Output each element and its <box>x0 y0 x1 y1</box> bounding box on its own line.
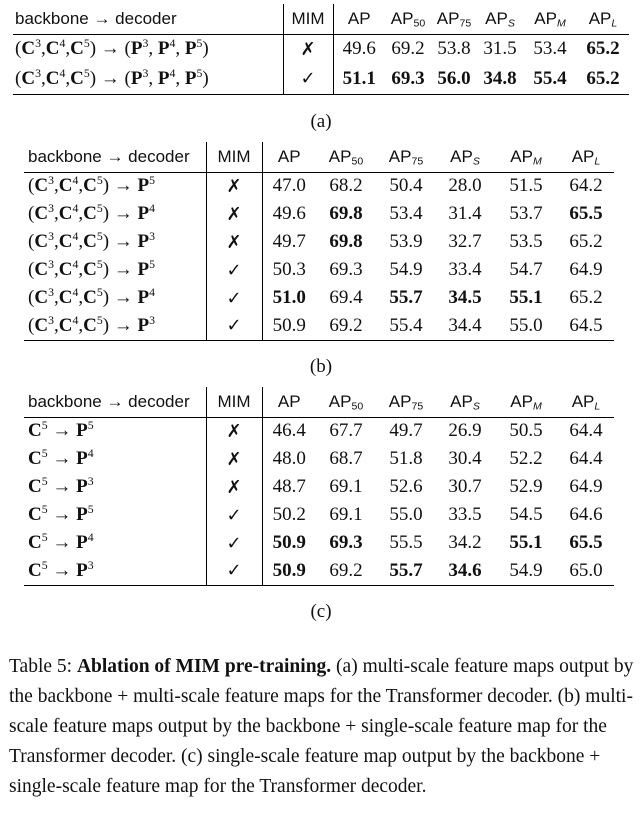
header-ap75: $AP_{75}$ <box>376 387 436 417</box>
config-cell: $C^5 \to P^4$ <box>28 446 94 469</box>
metric-aps: 34.6 <box>436 557 494 585</box>
metric-apm: 55.4 <box>523 64 577 94</box>
cross-icon: ✗ <box>283 34 333 64</box>
table-a-header <box>13 4 629 34</box>
header-mim: MIM <box>283 4 333 34</box>
metric-apl: 64.5 <box>558 312 614 340</box>
metric-apl: 64.4 <box>569 448 603 469</box>
metric-apl: 65.5 <box>569 203 603 224</box>
metric-apm: 53.7 <box>509 203 543 224</box>
metric-apl: 64.9 <box>569 259 603 280</box>
table-a-label: (a) <box>310 111 332 132</box>
table-c-body <box>24 417 614 585</box>
metric-ap50: 68.2 <box>329 175 363 197</box>
header-ap50: $AP_{50}$ <box>316 142 376 172</box>
metric-apm: 53.5 <box>509 231 543 252</box>
metric-ap75: 55.0 <box>389 504 423 525</box>
cross-icon: ✗ <box>206 473 262 501</box>
metric-ap: 46.4 <box>272 420 306 442</box>
metric-apm: 52.2 <box>509 448 543 469</box>
table-row <box>24 256 614 284</box>
metric-ap: 49.7 <box>272 231 306 252</box>
metric-aps: 34.2 <box>448 532 482 553</box>
header-ap50: $AP_{50}$ <box>316 387 376 417</box>
metric-apm: 54.7 <box>509 259 543 280</box>
metric-apl: 64.9 <box>569 476 603 497</box>
table-row <box>24 557 614 585</box>
table-caption <box>9 652 634 802</box>
metric-apl: 64.6 <box>569 504 603 525</box>
header-ap: AP <box>262 142 316 172</box>
table-a-body <box>13 34 629 94</box>
metric-apm: 55.1 <box>509 287 543 308</box>
header-ap75: $AP_{75}$ <box>376 142 436 172</box>
metric-aps: 31.4 <box>448 203 482 224</box>
config-cell: $(C^3,C^4,C^5) \to P^4$ <box>28 285 156 308</box>
metric-aps: 26.9 <box>448 420 482 442</box>
header-ap75: $AP_{75}$ <box>431 4 477 34</box>
metric-ap75: 53.8 <box>437 38 471 60</box>
config-cell: $C^5 \to P^5$ <box>28 502 94 525</box>
check-icon: ✓ <box>283 64 333 94</box>
metric-ap50: 69.2 <box>316 557 376 585</box>
header-apl: $AP_L$ <box>577 4 629 34</box>
table-b-header <box>24 142 614 172</box>
metric-ap75: 55.7 <box>376 557 436 585</box>
metric-apl: 65.2 <box>569 287 603 308</box>
metric-ap50: 69.1 <box>329 476 363 497</box>
table-row <box>24 312 614 340</box>
metric-apm: 54.5 <box>509 504 543 525</box>
metric-ap75: 49.7 <box>389 420 423 442</box>
header-backbone-decoder: backbone → decoder <box>13 4 283 34</box>
metric-ap: 47.0 <box>272 175 306 197</box>
metric-aps: 34.4 <box>436 312 494 340</box>
header-apl: $AP_L$ <box>558 142 614 172</box>
header-ap50: $AP_{50}$ <box>385 4 431 34</box>
metric-apl: 64.4 <box>569 420 603 442</box>
metric-ap75: 55.7 <box>389 287 423 308</box>
metric-aps: 30.4 <box>448 448 482 469</box>
table-b-body <box>24 172 614 340</box>
metric-ap75: 55.5 <box>389 532 423 553</box>
metric-ap: 48.7 <box>272 476 306 497</box>
cross-icon: ✗ <box>206 228 262 256</box>
metric-apl: 65.5 <box>569 532 603 553</box>
metric-ap50: 69.3 <box>329 259 363 280</box>
metric-apl: 64.2 <box>569 175 603 197</box>
metric-ap: 51.1 <box>333 64 385 94</box>
metric-apl: 65.2 <box>569 231 603 252</box>
metric-ap: 50.9 <box>272 532 306 553</box>
metric-ap50: 67.7 <box>329 420 363 442</box>
metric-ap75: 54.9 <box>389 259 423 280</box>
check-icon: ✓ <box>206 312 262 340</box>
table-row <box>13 64 629 94</box>
config-cell: $(C^3,C^4,C^5) \to (P^3$, $P^4$, $P^5$) <box>15 37 209 60</box>
table-row <box>24 228 614 256</box>
table-c-label: (c) <box>310 601 332 622</box>
metric-aps: 31.5 <box>483 38 517 60</box>
metric-aps: 33.5 <box>448 504 482 525</box>
metric-ap: 48.0 <box>272 448 306 469</box>
metric-aps: 32.7 <box>448 231 482 252</box>
check-icon: ✓ <box>206 256 262 284</box>
header-apm: $AP_M$ <box>494 142 558 172</box>
config-cell: $(C^3,C^4,C^5) \to (P^3$, $P^4$, $P^5$) <box>13 64 283 94</box>
table-c <box>24 387 614 586</box>
header-mim: MIM <box>206 387 262 417</box>
table-b-label: (b) <box>309 356 333 377</box>
table-b <box>24 142 614 341</box>
metric-ap75: 53.9 <box>389 231 423 252</box>
config-cell: $C^5 \to P^5$ <box>28 419 94 442</box>
metric-apl: 65.0 <box>558 557 614 585</box>
metric-ap50: 69.1 <box>329 504 363 525</box>
header-backbone-decoder: backbone → decoder <box>24 142 206 172</box>
table-row <box>24 172 614 200</box>
metric-aps: 34.8 <box>477 64 523 94</box>
metric-ap50: 69.2 <box>316 312 376 340</box>
table-c-header <box>24 387 614 417</box>
cross-icon: ✗ <box>206 200 262 228</box>
metric-ap75: 50.4 <box>389 175 423 197</box>
header-apm: $AP_M$ <box>523 4 577 34</box>
metric-ap75: 55.4 <box>376 312 436 340</box>
metric-apm: 55.0 <box>494 312 558 340</box>
metric-ap75: 52.6 <box>389 476 423 497</box>
table-row <box>24 200 614 228</box>
header-aps: $AP_S$ <box>477 4 523 34</box>
metric-ap: 49.6 <box>272 203 306 224</box>
check-icon: ✓ <box>206 501 262 529</box>
metric-aps: 34.5 <box>448 287 482 308</box>
header-aps: $AP_S$ <box>436 142 494 172</box>
table-row <box>24 473 614 501</box>
table-row <box>24 284 614 312</box>
metric-aps: 33.4 <box>448 259 482 280</box>
metric-apl: 65.2 <box>586 38 620 60</box>
config-cell: $(C^3,C^4,C^5) \to P^3$ <box>28 229 156 252</box>
header-ap: AP <box>333 4 385 34</box>
cross-icon: ✗ <box>206 417 262 445</box>
metric-ap50: 69.8 <box>329 231 363 252</box>
header-ap: AP <box>262 387 316 417</box>
metric-ap: 50.9 <box>262 557 316 585</box>
caption-label: Table 5: <box>9 656 73 677</box>
config-cell: $(C^3,C^4,C^5) \to P^5$ <box>28 257 156 280</box>
header-apm: $AP_M$ <box>494 387 558 417</box>
metric-apl: 65.2 <box>577 64 629 94</box>
metric-ap50: 69.4 <box>329 287 363 308</box>
caption-title: Ablation of MIM pre-training. <box>76 656 332 677</box>
metric-apm: 50.5 <box>509 420 543 442</box>
metric-ap75: 56.0 <box>431 64 477 94</box>
table-row <box>24 501 614 529</box>
metric-ap: 49.6 <box>342 38 376 60</box>
metric-apm: 51.5 <box>509 175 543 197</box>
config-cell: $(C^3,C^4,C^5) \to P^4$ <box>28 201 156 224</box>
check-icon: ✓ <box>206 284 262 312</box>
metric-ap50: 69.3 <box>329 532 363 553</box>
metric-apm: 54.9 <box>494 557 558 585</box>
metric-ap: 50.3 <box>272 259 306 280</box>
metric-ap75: 53.4 <box>389 203 423 224</box>
metric-ap75: 51.8 <box>389 448 423 469</box>
metric-ap50: 68.7 <box>329 448 363 469</box>
header-apl: $AP_L$ <box>558 387 614 417</box>
metric-apm: 52.9 <box>509 476 543 497</box>
config-cell: $C^5 \to P^3$ <box>24 557 206 585</box>
metric-ap: 51.0 <box>272 287 306 308</box>
metric-ap50: 69.3 <box>385 64 431 94</box>
table-row <box>13 34 629 64</box>
config-cell: $C^5 \to P^3$ <box>28 474 94 497</box>
config-cell: $C^5 \to P^4$ <box>28 530 94 553</box>
cross-icon: ✗ <box>206 445 262 473</box>
header-backbone-decoder: backbone → decoder <box>24 387 206 417</box>
caption-body: (a) multi-scale feature maps output by the backbone + multi-scale feature maps for the Transformer decoder. (b) multi-scale feature maps output by the backbone + single-scale feature map for the Transformer decoder. (c) single-scale feature map output by the backbone + single-scale feature map for the Transformer decoder. <box>9 656 634 797</box>
metric-ap50: 69.2 <box>391 38 425 60</box>
table-row <box>24 417 614 445</box>
metric-aps: 30.7 <box>448 476 482 497</box>
metric-apm: 53.4 <box>533 38 567 60</box>
metric-ap: 50.2 <box>272 504 306 525</box>
metric-ap50: 69.8 <box>329 203 363 224</box>
config-cell: $(C^3,C^4,C^5) \to P^5$ <box>28 174 156 197</box>
cross-icon: ✗ <box>206 172 262 200</box>
table-row <box>24 445 614 473</box>
metric-aps: 28.0 <box>448 175 482 197</box>
table-row <box>24 529 614 557</box>
header-aps: $AP_S$ <box>436 387 494 417</box>
header-mim: MIM <box>206 142 262 172</box>
config-cell: $(C^3,C^4,C^5) \to P^3$ <box>24 312 206 340</box>
table-a <box>13 4 629 95</box>
check-icon: ✓ <box>206 529 262 557</box>
metric-apm: 55.1 <box>509 532 543 553</box>
metric-ap: 50.9 <box>262 312 316 340</box>
check-icon: ✓ <box>206 557 262 585</box>
